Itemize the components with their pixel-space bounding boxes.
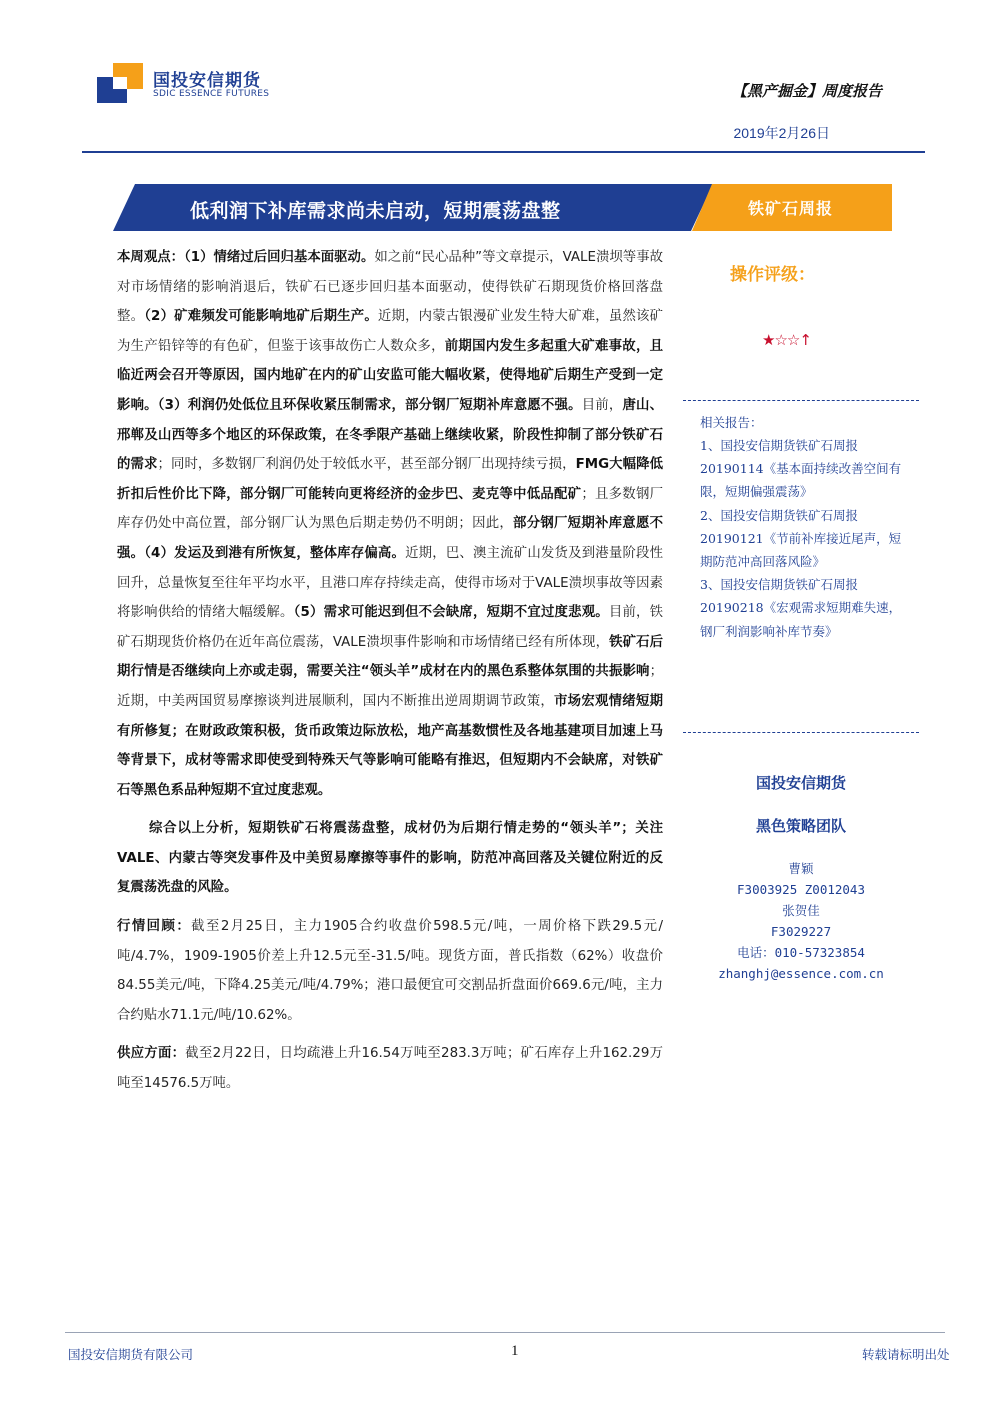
- viewpoint-bold-run: 市场宏观情绪短期有所修复；在财政政策积极，货币政策边际放松，地产高基数惯性及各地基建项目加速上马等背景下，成材等需求即使受到特殊天气等影响可能略有推迟，但短期内不会缺席，对铁矿石等黑色系品种短期不宜过度悲观。: [117, 693, 664, 798]
- analyst-license: F3003925 Z0012043: [737, 882, 865, 897]
- summary-paragraph: [117, 814, 663, 903]
- viewpoint-run: 近期，巴、澳主流矿山发货及到港量阶段性回升，总量恢复至往年平均水平，且港口库存持续走高，使得市场对于VALE溃坝事故等因素将影响供给的情绪大幅缓解。: [117, 545, 664, 621]
- logo-icon: [97, 63, 143, 103]
- team-name: 黑色策略团队: [755, 817, 846, 835]
- viewpoint-run: 目前，: [581, 397, 623, 413]
- viewpoint-paragraph: [117, 243, 663, 805]
- main-content: [117, 243, 663, 1099]
- supply-label: 供应方面：: [117, 1046, 186, 1062]
- viewpoint-bold-run: （2）矿难频发可能影响地矿后期生产。: [144, 309, 378, 325]
- related-report-item: 2、国投安信期货铁矿石周报20190121《节前补库接近尾声，短期防范冲高回落风险》: [700, 507, 902, 570]
- supply-paragraph: [117, 1039, 663, 1098]
- page-number: 1: [511, 1343, 519, 1359]
- logo-text-en: SDIC ESSENCE FUTURES: [153, 89, 270, 99]
- viewpoint-run: 近期，内蒙古银漫矿业发生特大矿难，虽然该矿为生产铅锌等的有色矿，但鉴于该事故伤亡人数众多，: [117, 309, 663, 354]
- report-type: 【黑产掘金】周度报告: [731, 82, 882, 100]
- contact-email[interactable]: zhanghj@essence.com.cn: [718, 966, 884, 981]
- viewpoint-bold-run: 本周观点：（1）情绪过后回归基本面驱动。: [117, 250, 375, 265]
- category-tag-label: 铁矿石周报: [748, 199, 834, 218]
- header-divider: [82, 151, 925, 153]
- market-review-paragraph: [117, 912, 663, 1030]
- rating-label: 操作评级：: [730, 265, 815, 285]
- viewpoint-run: 目前，铁矿石期现货价格仍在近年高位震荡，VALE溃坝事件影响和市场情绪已经有所体现，: [117, 605, 664, 650]
- viewpoint-run: ；近期，中美两国贸易摩擦谈判进展顺利，国内不断推出逆周期调节政策，: [117, 664, 663, 709]
- summary-text: 综合以上分析，短期铁矿石将震荡盘整，成材仍为后期行情走势的“领头羊”；关注VALE、内蒙古等突发事件及中美贸易摩擦等事件的影响，防范冲高回落及关键位附近的反复震荡洗盘的风险。: [117, 821, 663, 896]
- viewpoint-bold-run: 部分钢厂短期补库意愿不强。（4）发运及到港有所恢复，整体库存偏高。: [117, 516, 664, 561]
- logo-text-cn: 国投安信期货: [153, 71, 261, 91]
- sidebar-divider: [683, 400, 919, 401]
- market-review-text: 截至2月25日，主力1905合约收盘价598.5元/吨，一周价格下跌29.5元/吨/4.7%，1909-1905价差上升12.5元至-31.5/吨。现货方面，普氏指数（62%）收盘价84.55美元/吨，下降4.25美元/吨/4.79%；港口最便宜可交割品折盘面价669.6元/吨，主力合约贴水71.1元/吨/10.62%。: [117, 919, 663, 1023]
- related-reports-title: 相关报告：: [700, 415, 763, 430]
- sidebar-divider: [683, 732, 919, 733]
- market-review-label: 行情回顾：: [117, 919, 192, 935]
- footer-notice: 转载请标明出处: [862, 1347, 950, 1362]
- footer-company: 国投安信期货有限公司: [68, 1347, 194, 1362]
- viewpoint-bold-run: 唐山、邢郸及山西等多个地区的环保政策，在冬季限产基础上继续收紧，阶段性抑制了部分铁矿石的需求: [117, 397, 664, 473]
- viewpoint-run: ；且多数钢厂库存仍处中高位置，部分钢厂认为黑色后期走势仍不明朗；因此，: [117, 486, 664, 532]
- related-report-item: 3、国投安信期货铁矿石周报20190218《宏观需求短期难失速，钢厂利润影响补库节奏》: [700, 577, 902, 639]
- viewpoint-bold-run: 前期国内发生多起重大矿难事故，且临近两会召开等原因，国内地矿在内的矿山安监可能大幅收紧，使得地矿后期生产受到一定影响。（3）利润仍处低位且环保收紧压制需求，部分钢厂短期补库意愿不强。: [117, 338, 664, 413]
- viewpoint-run: 如之前“民心品种”等文章提示，VALE溃坝等事故对市场情绪的影响消退后，铁矿石已逐步回归基本面驱动，使得铁矿石期现货价格回落盘整。: [117, 250, 663, 325]
- rating-stars: ★☆☆↑: [762, 331, 811, 349]
- contact-block: [683, 858, 919, 984]
- footer-divider: [65, 1332, 945, 1333]
- related-reports-list: [700, 434, 910, 643]
- analyst-name: 张贺佳: [782, 903, 820, 918]
- analyst-license: F3029227: [770, 924, 832, 939]
- supply-text: 截至2月22日，日均疏港上升16.54万吨至283.3万吨；矿石库存上升162.29万吨至14576.5万吨。: [117, 1046, 663, 1092]
- related-report-item: 1、国投安信期货铁矿石周报20190114《基本面持续改善空间有限，短期偏强震荡》: [700, 438, 902, 500]
- viewpoint-bold-run: 铁矿石后期行情是否继续向上亦或走弱，需要关注“领头羊”成材在内的黑色系整体氛围的共振影响: [117, 634, 664, 680]
- analyst-name: 曹颖: [788, 861, 814, 876]
- viewpoint-bold-run: （5）需求可能迟到但不会缺席，短期不宜过度悲观。: [293, 605, 609, 621]
- report-title: 低利润下补库需求尚未启动，短期震荡盘整: [190, 200, 561, 222]
- viewpoint-run: ；同时，多数钢厂利润仍处于较低水平，甚至部分钢厂出现持续亏损，: [157, 457, 576, 473]
- contact-phone: 电话：010-57323854: [737, 945, 865, 960]
- team-organization: 国投安信期货: [755, 774, 846, 792]
- report-date: 2019年2月26日: [733, 125, 830, 141]
- viewpoint-bold-run: FMG大幅降低折扣后性价比下降，部分钢厂可能转向更将经济的金步巴、麦克等中低品配矿: [117, 457, 664, 502]
